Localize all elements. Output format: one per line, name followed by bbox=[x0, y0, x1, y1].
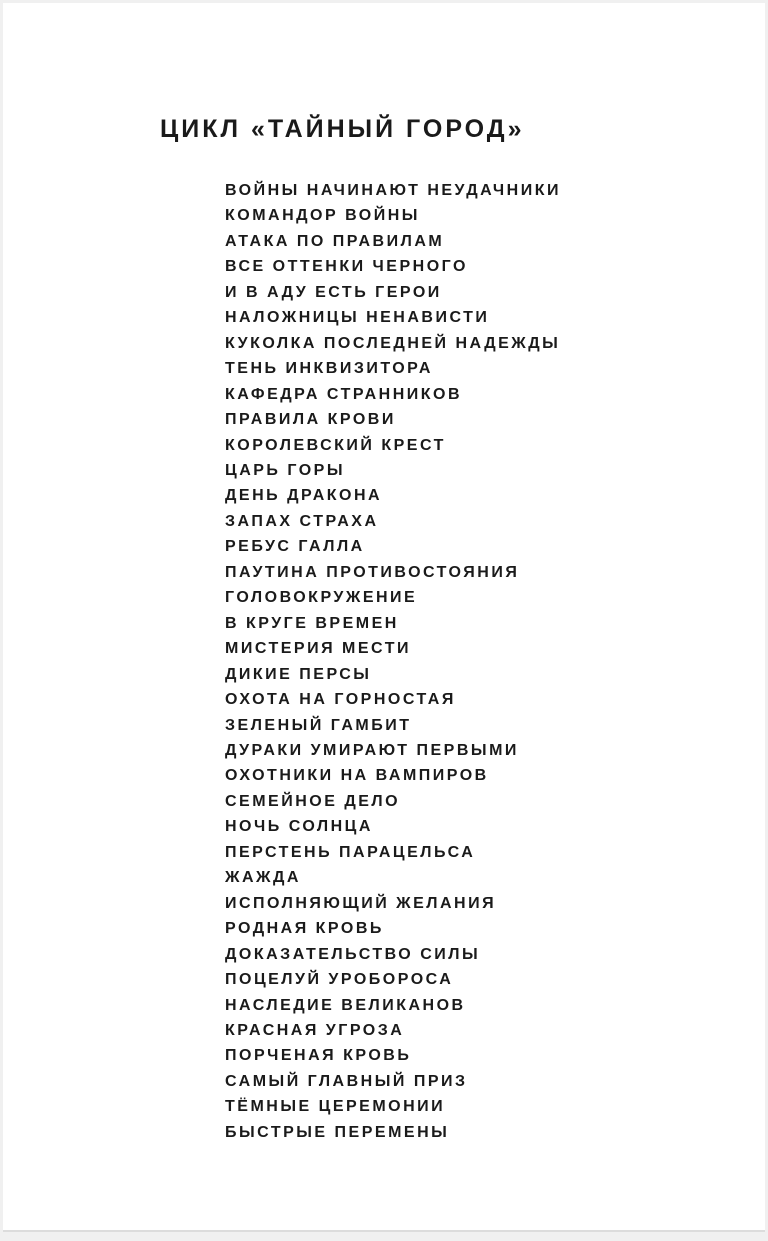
book-title: ВСЕ ОТТЕНКИ ЧЕРНОГО bbox=[225, 258, 468, 276]
book-title: ЗЕЛЕНЫЙ ГАМБИТ bbox=[225, 716, 412, 734]
book-title: ДЕНЬ ДРАКОНА bbox=[225, 487, 383, 505]
book-title: КАФЕДРА СТРАННИКОВ bbox=[225, 385, 463, 403]
book-title: ОХОТНИКИ НА ВАМПИРОВ bbox=[225, 767, 489, 785]
book-page bbox=[3, 3, 765, 1232]
book-title: КОМАНДОР ВОЙНЫ bbox=[225, 207, 420, 225]
book-title: НОЧЬ СОЛНЦА bbox=[225, 818, 373, 836]
book-title: В КРУГЕ ВРЕМЕН bbox=[225, 614, 399, 632]
book-title: ТЕНЬ ИНКВИЗИТОРА bbox=[225, 360, 433, 378]
book-title: ВОЙНЫ НАЧИНАЮТ НЕУДАЧНИКИ bbox=[225, 182, 561, 199]
book-title: ИСПОЛНЯЮЩИЙ ЖЕЛАНИЯ bbox=[225, 894, 497, 912]
book-title: НАЛОЖНИЦЫ НЕНАВИСТИ bbox=[225, 309, 490, 327]
book-title: ПОЦЕЛУЙ УРОБОРОСА bbox=[225, 971, 454, 989]
book-title: ЦАРЬ ГОРЫ bbox=[225, 461, 345, 479]
book-title: ПОРЧЕНАЯ КРОВЬ bbox=[225, 1047, 412, 1065]
book-title: БЫСТРЫЕ ПЕРЕМЕНЫ bbox=[225, 1123, 450, 1141]
book-title: КРАСНАЯ УГРОЗА bbox=[225, 1021, 405, 1039]
book-title: ПЕРСТЕНЬ ПАРАЦЕЛЬСА bbox=[225, 843, 476, 861]
book-title: ЗАПАХ СТРАХА bbox=[225, 512, 379, 530]
book-title: ЖАЖДА bbox=[225, 869, 301, 887]
book-title: АТАКА ПО ПРАВИЛАМ bbox=[225, 232, 445, 250]
book-title: СЕМЕЙНОЕ ДЕЛО bbox=[225, 792, 401, 810]
series-title: ЦИКЛ «ТАЙНЫЙ ГОРОД» bbox=[160, 115, 525, 143]
book-title: ГОЛОВОКРУЖЕНИЕ bbox=[225, 589, 418, 607]
book-title: РОДНАЯ КРОВЬ bbox=[225, 920, 384, 938]
book-title: РЕБУС ГАЛЛА bbox=[225, 538, 365, 556]
book-title: НАСЛЕДИЕ ВЕЛИКАНОВ bbox=[225, 996, 466, 1014]
book-title: САМЫЙ ГЛАВНЫЙ ПРИЗ bbox=[225, 1072, 468, 1090]
book-title: ПАУТИНА ПРОТИВОСТОЯНИЯ bbox=[225, 563, 520, 581]
book-title: ДУРАКИ УМИРАЮТ ПЕРВЫМИ bbox=[225, 741, 519, 759]
book-title: ДОКАЗАТЕЛЬСТВО СИЛЫ bbox=[225, 945, 481, 963]
book-title: КОРОЛЕВСКИЙ КРЕСТ bbox=[225, 436, 446, 454]
book-title-list bbox=[225, 178, 561, 1145]
book-title: ПРАВИЛА КРОВИ bbox=[225, 411, 396, 429]
book-title: КУКОЛКА ПОСЛЕДНЕЙ НАДЕЖДЫ bbox=[225, 334, 561, 352]
book-title: ОХОТА НА ГОРНОСТАЯ bbox=[225, 691, 456, 709]
book-title: И В АДУ ЕСТЬ ГЕРОИ bbox=[225, 283, 442, 301]
book-title: МИСТЕРИЯ МЕСТИ bbox=[225, 640, 411, 658]
book-title: ДИКИЕ ПЕРСЫ bbox=[225, 665, 372, 683]
book-title: ТЁМНЫЕ ЦЕРЕМОНИИ bbox=[225, 1098, 446, 1116]
